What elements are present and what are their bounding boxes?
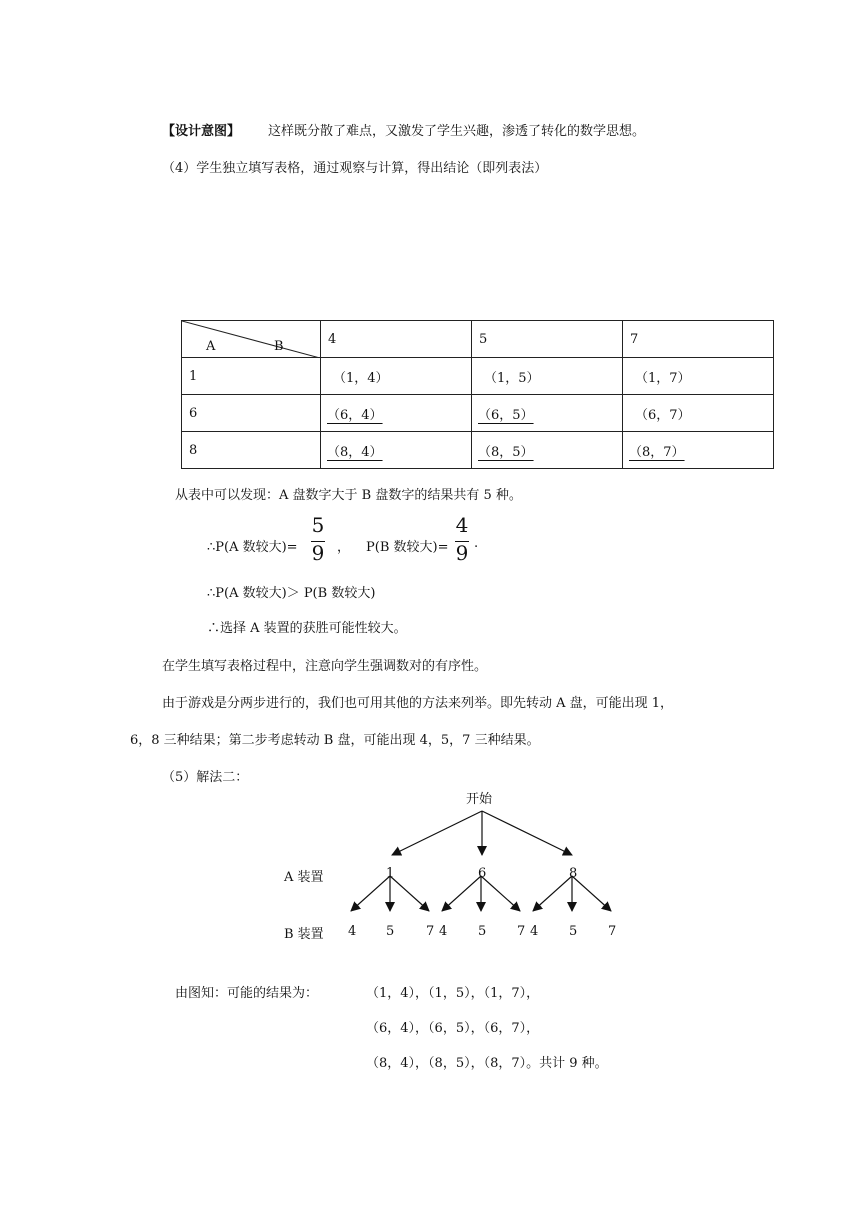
row-header: 1	[182, 358, 321, 395]
tree-b-label: B 装置	[284, 927, 324, 942]
table-cell: （8，4）	[327, 444, 383, 460]
corner-b-label: B	[274, 339, 284, 354]
prob-b-prefix: P(B 数较大)=	[366, 540, 449, 555]
prob-b-numerator: 4	[455, 513, 469, 537]
table-cell: （1，7）	[623, 358, 774, 395]
row-header: 6	[182, 395, 321, 432]
note2-line2: 6，8 三种结果；第二步考虑转动 B 盘，可能出现 4，5，7 三种结果。	[130, 733, 540, 748]
step4-text: （4）学生独立填写表格，通过观察与计算，得出结论（即列表法）	[162, 161, 548, 176]
tree-a-node: 6	[478, 866, 487, 881]
tree-b-leaf: 4	[530, 924, 539, 939]
tree-b-leaf: 5	[569, 924, 578, 939]
tree-b-leaf: 4	[439, 924, 448, 939]
tree-edge	[572, 876, 611, 911]
tree-b-leaf: 5	[386, 924, 395, 939]
prob-a-prefix: ∴P(A 数较大)=	[207, 540, 298, 555]
step5-text: （5）解法二：	[162, 770, 249, 785]
table-cell: （8，7）	[629, 444, 685, 460]
compare-text: ∴P(A 数较大)＞ P(B 数较大)	[207, 586, 376, 601]
col-header: 4	[321, 321, 472, 358]
prob-a-numerator: 5	[311, 513, 325, 537]
table-cell: （6，7）	[623, 395, 774, 432]
tree-edge	[533, 876, 572, 911]
table-cell: （6，5）	[478, 407, 534, 423]
results-line2: （6，4），（6，5），（6，7），	[366, 1021, 540, 1036]
note2-line1: 由于游戏是分两步进行的，我们也可用其他的方法来列举。即先转动 A 盘，可能出现 1，	[162, 696, 674, 711]
tree-edge	[481, 876, 520, 911]
tree-edge	[390, 876, 429, 911]
results-intro: 由图知：可能的结果为：	[175, 986, 319, 1001]
tree-edge	[482, 811, 572, 855]
tree-a-label: A 装置	[284, 870, 324, 885]
tree-edge	[392, 811, 482, 855]
tree-b-leaf: 7	[426, 924, 435, 939]
results-line3: （8，4），（8，5），（8，7）。共计 9 种。	[366, 1056, 608, 1071]
table-cell: （1，5）	[472, 358, 623, 395]
design-intent-text: 这样既分散了难点，又激发了学生兴趣，渗透了转化的数学思想。	[268, 124, 646, 139]
row-header: 8	[182, 432, 321, 469]
col-header: 7	[623, 321, 774, 358]
tree-edge	[442, 876, 481, 911]
prob-separator: ，	[337, 540, 351, 555]
tree-edge	[351, 876, 390, 911]
tree-a-node: 1	[386, 866, 395, 881]
design-intent-label: 【设计意图】	[162, 124, 241, 139]
results-line1: （1，4），（1，5），（1，7），	[366, 986, 540, 1001]
tree-b-leaf: 7	[517, 924, 526, 939]
tree-root: 开始	[466, 792, 493, 807]
conclusion-text: ∴选择 A 装置的获胜可能性较大。	[207, 621, 407, 636]
tree-b-leaf: 7	[608, 924, 617, 939]
prob-b-denominator: 9	[455, 541, 469, 565]
prob-a-denominator: 9	[311, 541, 325, 565]
table-cell: （8，5）	[478, 444, 534, 460]
table-cell: （1，4）	[321, 358, 472, 395]
tree-a-node: 8	[569, 866, 578, 881]
finding-text: 从表中可以发现：A 盘数字大于 B 盘数字的结果共有 5 种。	[175, 488, 522, 503]
corner-a-label: A	[206, 339, 216, 354]
tree-b-leaf: 4	[348, 924, 357, 939]
tree-b-leaf: 5	[478, 924, 487, 939]
col-header: 5	[472, 321, 623, 358]
note1-text: 在学生填写表格过程中，注意向学生强调数对的有序性。	[162, 659, 488, 674]
table-cell: （6，4）	[327, 407, 383, 423]
prob-end: .	[474, 536, 479, 551]
